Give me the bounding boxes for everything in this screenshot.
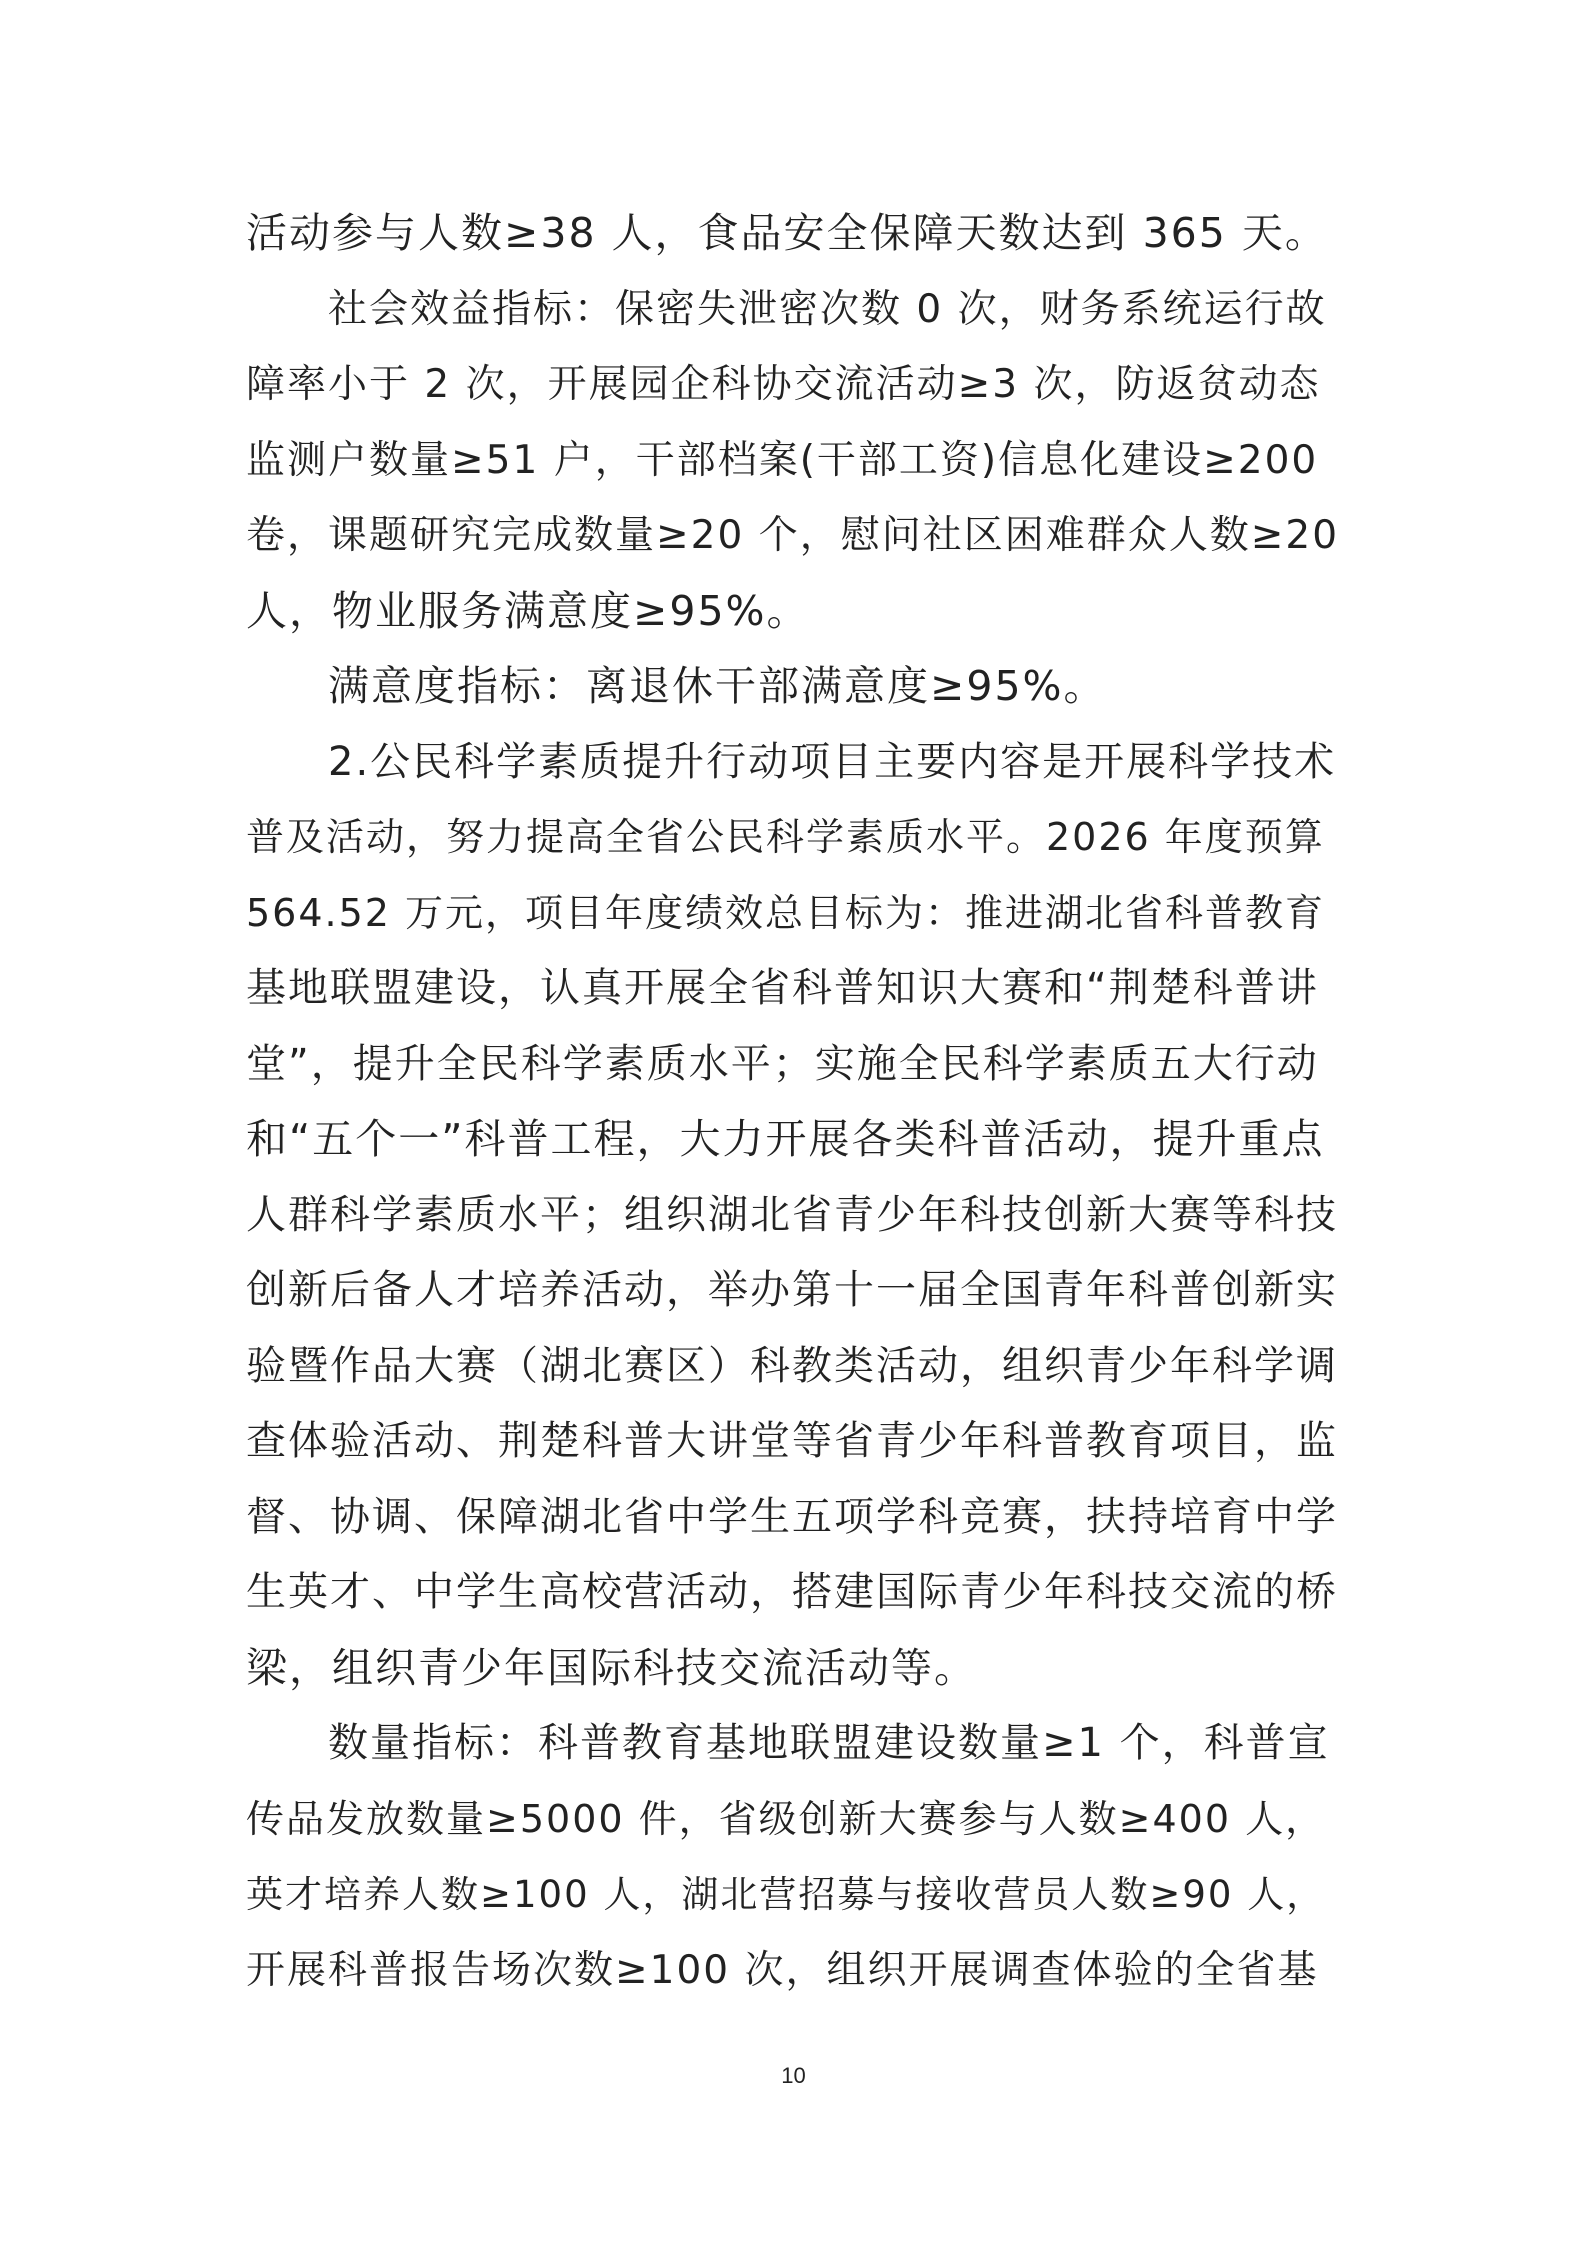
page-number: 10 bbox=[781, 2063, 806, 2088]
text-line: 堂”，提升全民科学素质水平；实施全民科学素质五大行动 bbox=[246, 1040, 1319, 1087]
text-line: 人群科学素质水平；组织湖北省青少年科技创新大赛等科技 bbox=[246, 1191, 1338, 1238]
text-line: 数量指标：科普教育基地联盟建设数量≥1 个，科普宣 bbox=[328, 1720, 1330, 1766]
text-line: 基地联盟建设，认真开展全省科普知识大赛和“荆楚科普讲 bbox=[246, 965, 1319, 1011]
text-line: 人，物业服务满意度≥95%。 bbox=[246, 586, 810, 635]
text-line: 卷，课题研究完成数量≥20 个，慰问社区困难群众人数≥20 bbox=[246, 513, 1340, 558]
text-line: 查体验活动、荆楚科普大讲堂等省青少年科普教育项目，监 bbox=[246, 1418, 1338, 1464]
text-line: 2.公民科学素质提升行动项目主要内容是开展科学技术 bbox=[328, 738, 1337, 785]
text-line: 满意度指标：离退休干部满意度≥95%。 bbox=[328, 662, 1107, 710]
text-line: 活动参与人数≥38 人，食品安全保障天数达到 365 天。 bbox=[246, 209, 1328, 257]
text-line: 验暨作品大赛（湖北赛区）科教类活动，组织青少年科学调 bbox=[246, 1342, 1338, 1389]
text-line: 监测户数量≥51 户，干部档案(干部工资)信息化建设≥200 bbox=[246, 437, 1319, 483]
text-line: 传品发放数量≥5000 件，省级创新大赛参与人数≥400 人， bbox=[246, 1796, 1326, 1841]
text-line: 梁，组织青少年国际科技交流活动等。 bbox=[246, 1643, 977, 1692]
text-line: 564.52 万元，项目年度绩效总目标为：推进湖北省科普教育 bbox=[246, 890, 1326, 935]
text-line: 英才培养人数≥100 人，湖北营招募与接收营员人数≥90 人， bbox=[246, 1873, 1326, 1916]
text-line: 障率小于 2 次，开展园企科协交流活动≥3 次，防返贫动态 bbox=[246, 362, 1321, 407]
text-line: 普及活动，努力提高全省公民科学素质水平。2026 年度预算 bbox=[246, 815, 1325, 859]
text-line: 开展科普报告场次数≥100 次，组织开展调查体验的全省基 bbox=[246, 1947, 1319, 1993]
text-line: 社会效益指标：保密失泄密次数 0 次，财务系统运行故 bbox=[328, 286, 1327, 332]
text-line: 创新后备人才培养活动，举办第十一届全国青年科普创新实 bbox=[246, 1267, 1338, 1313]
document-body bbox=[246, 196, 1342, 2008]
text-line: 和“五个一”科普工程，大力开展各类科普活动，提升重点 bbox=[246, 1115, 1325, 1163]
text-line: 生英才、中学生高校营活动，搭建国际青少年科技交流的桥 bbox=[246, 1569, 1338, 1615]
text-line: 督、协调、保障湖北省中学生五项学科竞赛，扶持培育中学 bbox=[246, 1493, 1338, 1540]
